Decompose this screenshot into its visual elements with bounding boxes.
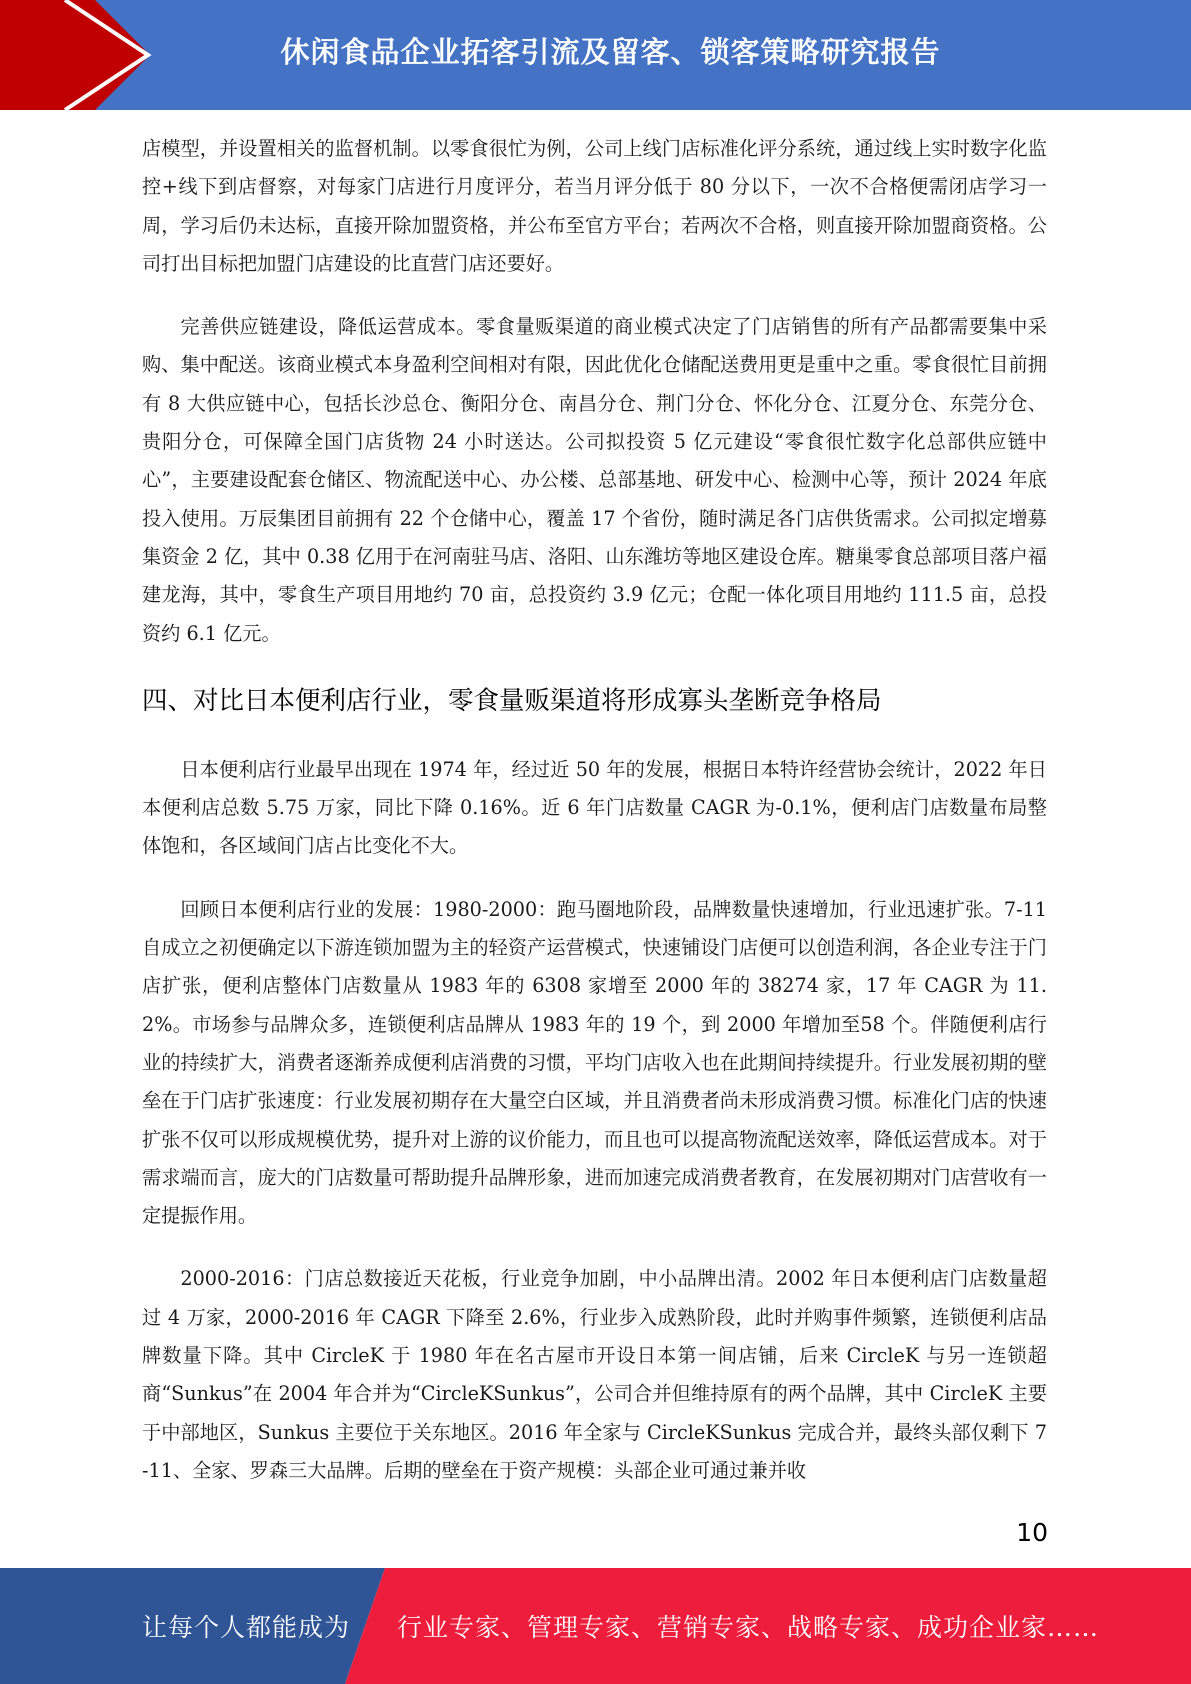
section-heading: 四、对比日本便利店行业，零食量贩渠道将形成寡头垄断竞争格局: [142, 685, 882, 716]
page-header: [0, 0, 1191, 110]
body-paragraph: 完善供应链建设，降低运营成本。零食量贩渠道的商业模式决定了门店销售的所有产品都需要集中采购、集中配送。该商业模式本身盈利空间相对有限，因此优化仓储配送费用更是重中之重。零食很忙目前拥有 8 大供应链中心，包括长沙总仓、衡阳分仓、南昌分仓、荆门分仓、怀化分仓、江夏分仓、东莞分仓、贵阳分仓，可保障全国门店货物 24 小时送达。公司拟投资 5 亿元建设“零食很忙数字化总部供应链中心”，主要建设配套仓储区、物流配送中心、办公楼、总部基地、研发中心、检测中心等，预计 2024 年底投入使用。万辰集团目前拥有 22 个仓储中心，覆盖 17 个省份，随时满足各门店供货需求。公司拟定增募集资金 2 亿，其中 0.38 亿用于在河南驻马店、洛阳、山东潍坊等地区建设仓库。糖巢零食总部项目落户福建龙海，其中，零食生产项目用地约 70 亩，总投资约 3.9 亿元；仓配一体化项目用地约 111.5 亩，总投资约 6.1 亿元。: [142, 315, 1047, 645]
body-paragraph: 2000-2016：门店总数接近天花板，行业竞争加剧，中小品牌出清。2002 年日本便利店门店数量超过 4 万家，2000-2016 年 CAGR 下降至 2.6%，行业步入成熟阶段，此时并购事件频繁，连锁便利店品牌数量下降。其中 CircleK 于 1980 年在名古屋市开设日本第一间店铺，后来 CircleK 与另一连锁超商“Sunkus”在 2004 年合并为“CircleKSunkus”，公司合并但维持原有的两个品牌，其中 CircleK 主要于中部地区，Sunkus 主要位于关东地区。2016 年全家与 CircleKSunkus 完成合并，最终头部仅剩下 7-11、全家、罗森三大品牌。后期的壁垒在于资产规模：头部企业可通过兼并收: [142, 1267, 1048, 1482]
body-paragraph: 回顾日本便利店行业的发展：1980-2000：跑马圈地阶段，品牌数量快速增加，行业迅速扩张。7-11 自成立之初便确定以下游连锁加盟为主的轻资产运营模式，快速铺设门店便可以创造利润，各企业专注于门店扩张，便利店整体门店数量从 1983 年的 6308 家增至 2000 年的 38274 家，17 年 CAGR 为 11.2%。市场参与品牌众多，连锁便利店品牌从 1983 年的 19 个，到 2000 年增加至58 个。伴随便利店行业的持续扩大，消费者逐渐养成便利店消费的习惯，平均门店收入也在此期间持续提升。行业发展初期的壁垒在于门店扩张速度：行业发展初期存在大量空白区域，并且消费者尚未形成消费习惯。标准化门店的快速扩张不仅可以形成规模优势，提升对上游的议价能力，而且也可以提高物流配送效率，降低运营成本。对于需求端而言，庞大的门店数量可帮助提升品牌形象，进而加速完成消费者教育，在发展初期对门店营收有一定提振作用。: [142, 897, 1047, 1228]
footer-slogan-right: 行业专家、管理专家、营销专家、战略专家、成功企业家……: [397, 1613, 1100, 1642]
footer-slogan-left: 让每个人都能成为: [142, 1613, 351, 1642]
report-title: 休闲食品企业拓客引流及留客、锁客策略研究报告: [280, 34, 941, 69]
header-chevron-decoration: [0, 0, 160, 110]
body-paragraph: 店模型，并设置相关的监督机制。以零食很忙为例，公司上线门店标准化评分系统，通过线上实时数字化监控+线下到店督察，对每家门店进行月度评分，若当月评分低于 80 分以下，一次不合格便需闭店学习一周，学习后仍未达标，直接开除加盟资格，并公布至官方平台；若两次不合格，则直接开除加盟商资格。公司打出目标把加盟门店建设的比直营门店还要好。: [142, 137, 1047, 275]
page-footer: [0, 1568, 1191, 1684]
page-number: 10: [1016, 1518, 1048, 1547]
body-paragraph: 日本便利店行业最早出现在 1974 年，经过近 50 年的发展，根据日本特许经营协会统计，2022 年日本便利店总数 5.75 万家，同比下降 0.16%。近 6 年门店数量 CAGR 为-0.1%，便利店门店数量布局整体饱和，各区域间门店占比变化不大。: [142, 757, 1047, 858]
document-body: [142, 130, 1047, 1515]
